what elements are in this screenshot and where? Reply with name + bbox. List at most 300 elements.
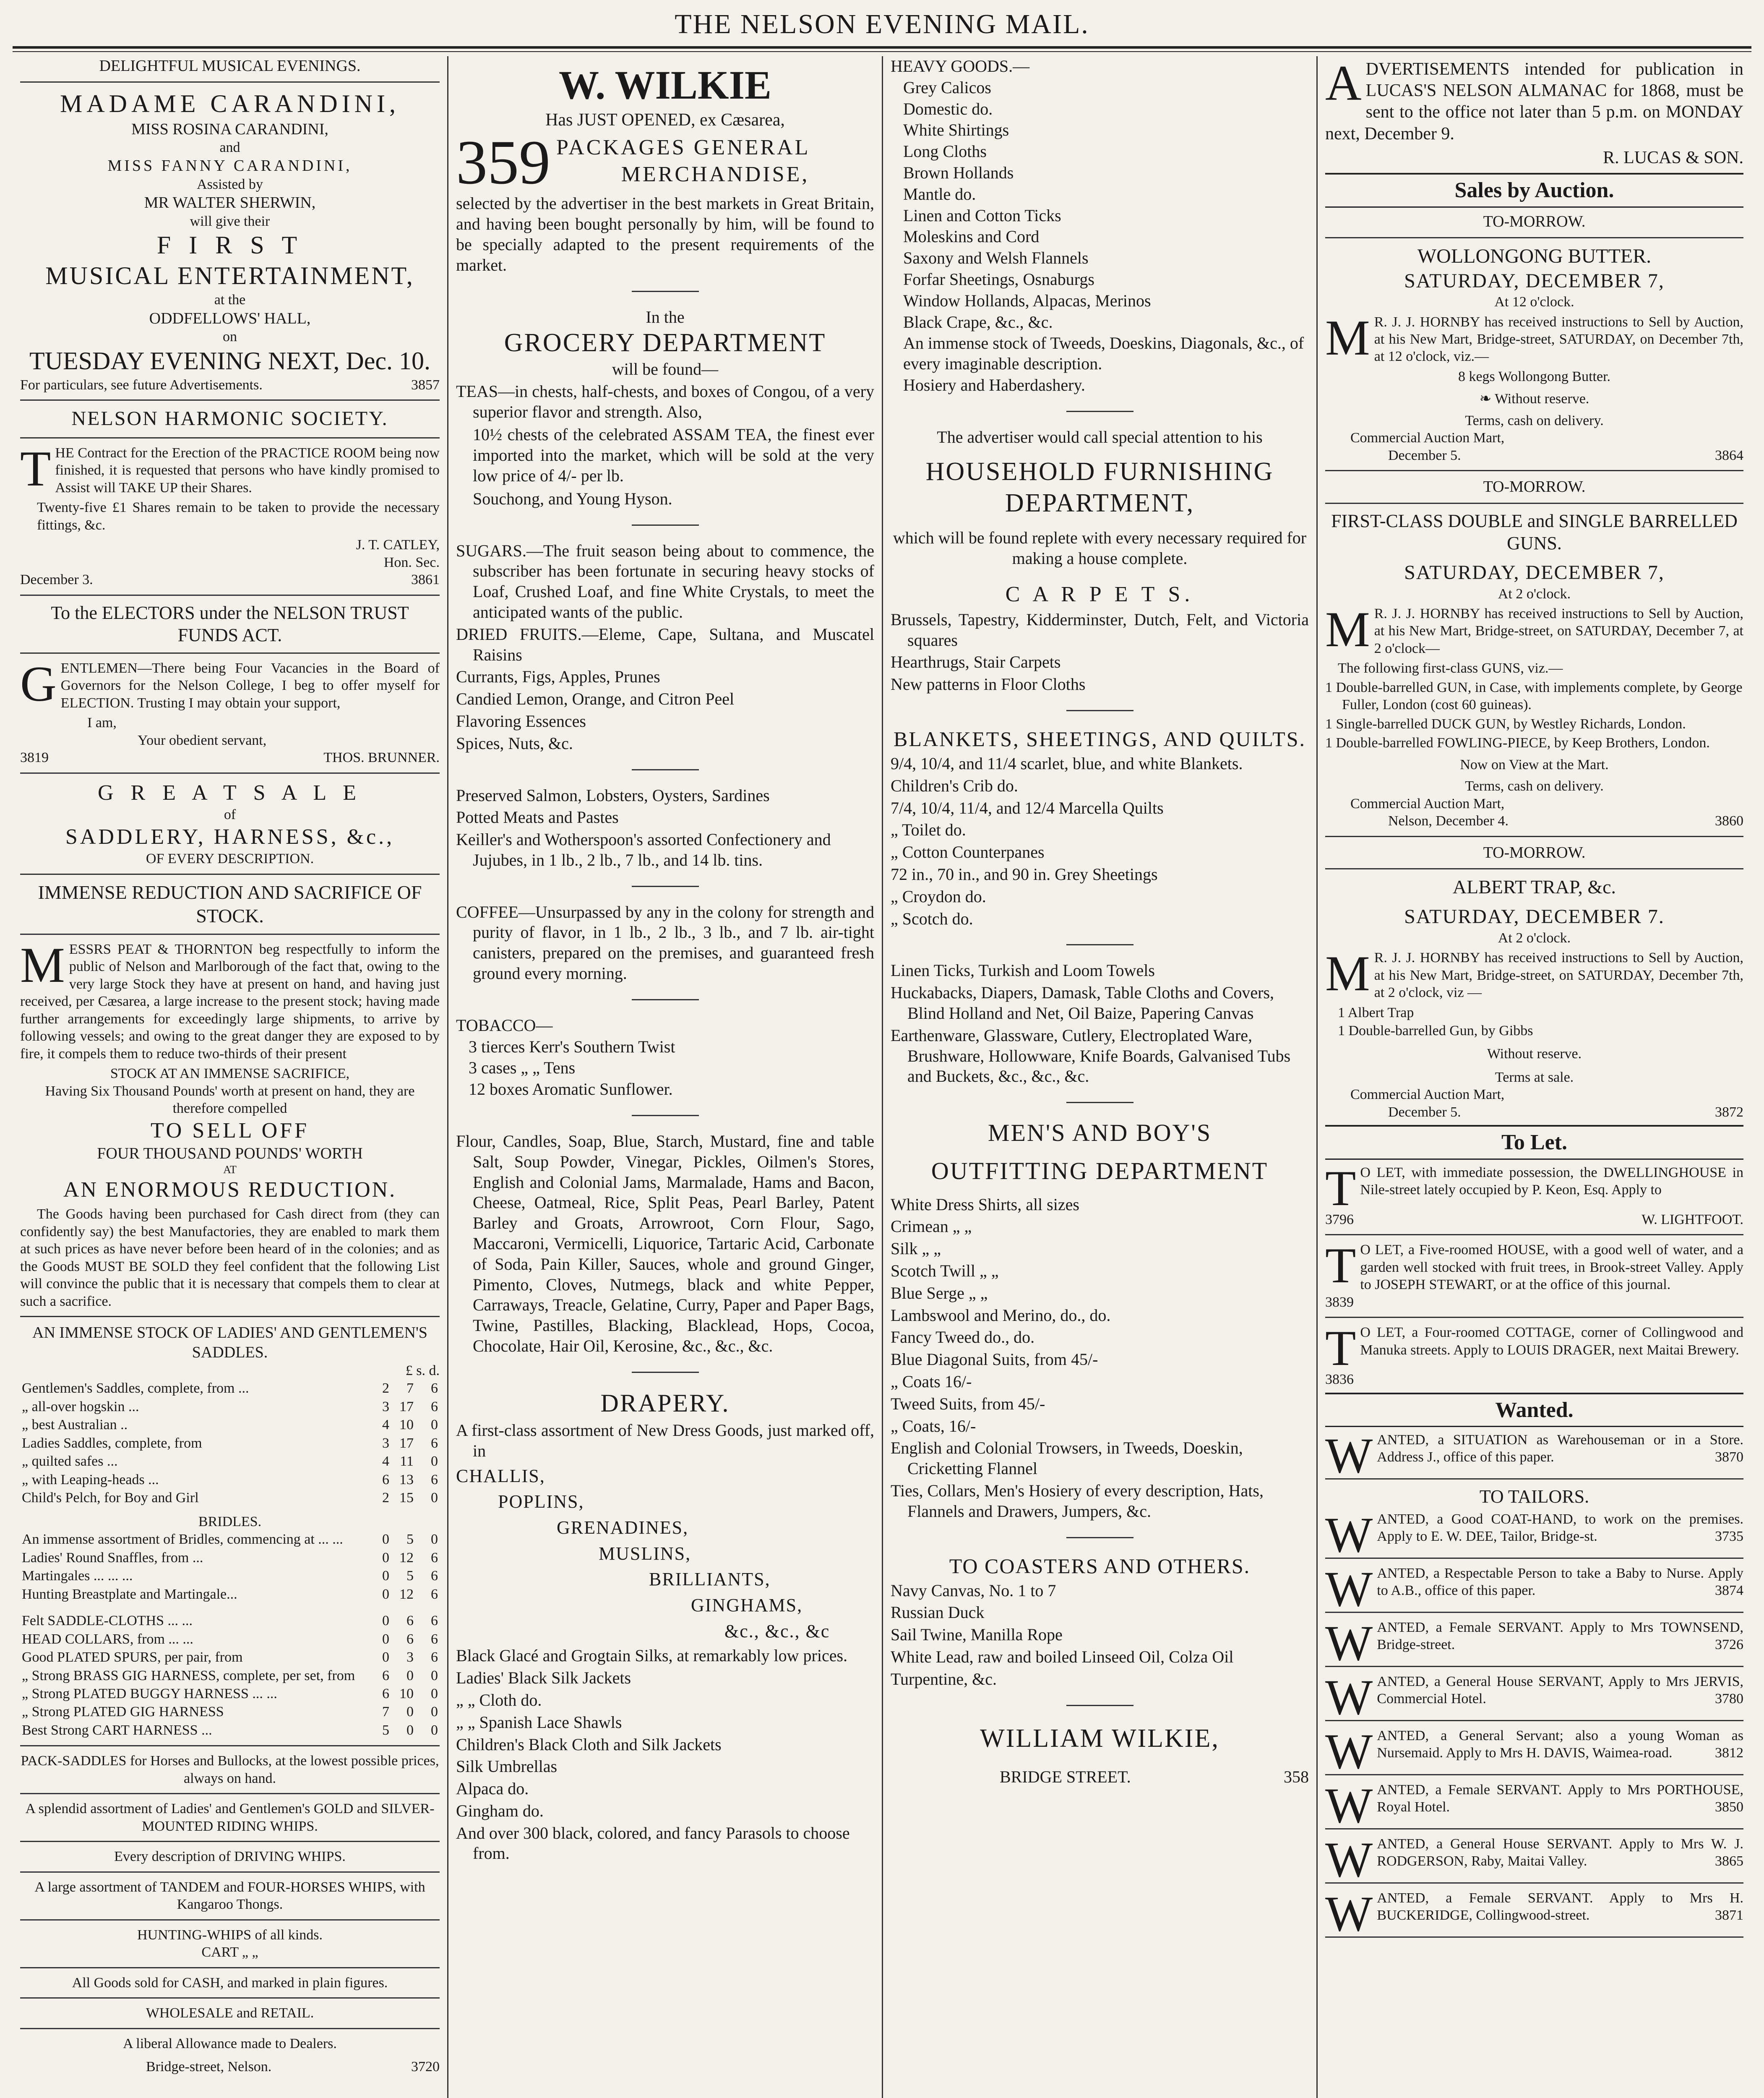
price-row xyxy=(20,1630,440,1648)
price-row xyxy=(20,1416,440,1434)
list-item: 1 Double-barrelled FOWLING-PIECE, by Keep Brothers, London. xyxy=(1325,735,1710,751)
ad-number: 3857 xyxy=(411,377,440,393)
price-pence: 0 xyxy=(431,1667,438,1683)
divider xyxy=(20,1793,440,1794)
ad-number: 3874 xyxy=(1715,1583,1743,1599)
drapery-intro: A first-class assortment of New Dress Goods, just marked off, in xyxy=(456,1421,874,1460)
price-item: „ Strong PLATED GIG HARNESS xyxy=(22,1704,224,1720)
columns xyxy=(13,56,1751,2098)
coaster-list xyxy=(891,1581,1309,1690)
divider xyxy=(632,1372,699,1373)
sale-addr: Bridge-street, Nelson. xyxy=(146,2059,272,2075)
ad-number: 3871 xyxy=(1715,1908,1743,1923)
drop-cap: M xyxy=(1325,945,1370,1002)
list-item: Fancy Tweed do., do. xyxy=(891,1328,1035,1347)
tolet-footer xyxy=(1325,1211,1743,1228)
list-item: Long Cloths xyxy=(903,142,987,161)
divider xyxy=(20,1967,440,1968)
ad-number: 3850 xyxy=(1715,1799,1743,1815)
tolet-footer xyxy=(1325,1371,1743,1388)
auction-mart: Commercial Auction Mart, xyxy=(1350,1087,1505,1103)
tolet-footer xyxy=(1325,1294,1743,1311)
list-item: Ladies' Black Silk Jackets xyxy=(456,1668,631,1688)
price-pounds: 0 xyxy=(382,1631,389,1647)
price-pounds: 0 xyxy=(382,1586,389,1602)
price-shillings: 17 xyxy=(399,1435,414,1451)
drop-cap: W xyxy=(1325,1615,1373,1671)
list-item: Brown Hollands xyxy=(903,163,1014,182)
drapery-heading: DRAPERY. xyxy=(600,1389,730,1417)
list-item: 9/4, 10/4, and 11/4 scarlet, blue, and white Blankets. xyxy=(891,754,1243,773)
packages-line1: PACKAGES GENERAL xyxy=(556,136,810,160)
price-pounds: 6 xyxy=(382,1667,389,1683)
list-item: Linen and Cotton Ticks xyxy=(903,206,1061,225)
price-shillings: 11 xyxy=(400,1453,414,1469)
ad-number: 3861 xyxy=(411,572,440,588)
list-item: „ Cotton Counterpanes xyxy=(891,843,1045,862)
blanket-list xyxy=(891,754,1309,929)
auction-time: At 2 o'clock. xyxy=(1498,586,1571,602)
divider xyxy=(20,1316,440,1317)
list-item: Flavoring Essences xyxy=(456,711,586,731)
heavy-goods-heading: HEAVY GOODS.— xyxy=(891,57,1030,76)
auction-date2: December 5. xyxy=(1388,1104,1461,1120)
attention: The advertiser would call special attention to his xyxy=(937,427,1263,446)
electors-l1: I am, xyxy=(87,715,117,731)
divider xyxy=(1325,1234,1743,1235)
carpet-text: Brussels, Tapestry, Kidderminster, Dutch, Felt, and Victoria squares xyxy=(891,610,1309,650)
linen-list xyxy=(891,960,1309,1087)
auction-reserve xyxy=(1325,390,1743,407)
auction-terms: Terms, cash on delivery. xyxy=(1465,412,1604,428)
coffee: COFFEE—Unsurpassed by any in the colony for strength and purity of flavor, in 1 lb., 2 lb., 3 lb., and 7 lb. air-tight canisters, prepared on the premises, and guaranteed fresh ground every morning. xyxy=(456,902,874,983)
divider xyxy=(632,999,699,1000)
list-item: Ties, Collars, Men's Hosiery of every description, Hats, Flannels and Drawers, Jumpers, &c. xyxy=(891,1481,1264,1521)
price-item: „ Strong BRASS GIG HARNESS, complete, per set, from xyxy=(22,1667,355,1683)
list-item: „ „ Spanish Lace Shawls xyxy=(456,1712,622,1732)
price-pounds: 6 xyxy=(382,1686,389,1701)
auction-footer xyxy=(1325,812,1743,830)
price-pence: 0 xyxy=(431,1722,438,1738)
sale-p3: Every description of DRIVING WHIPS. xyxy=(114,1849,346,1865)
list-item: Forfar Sheetings, Osnaburgs xyxy=(903,269,1094,289)
list-item: 3 tierces Kerr's Southern Twist xyxy=(469,1037,675,1056)
drop-cap: W xyxy=(1325,1506,1373,1563)
divider xyxy=(1325,1828,1743,1829)
drop-cap: W xyxy=(1325,1427,1373,1484)
bridles-head: BRIDLES. xyxy=(198,1513,262,1529)
price-pence: 6 xyxy=(431,1380,438,1396)
list-item: Lambswool and Merino, do., do. xyxy=(891,1305,1111,1325)
list-item: „ Croydon do. xyxy=(891,887,986,906)
auction-body-text: R. J. J. HORNBY has received instructions to Sell by Auction, at his New Mart, Bridge-street, SATURDAY, on December 7th, at 12 o'clock, viz.— xyxy=(1374,314,1743,365)
almanac-text: DVERTISEMENTS intended for publication in LUCAS'S NELSON ALMANAC for 1868, must be sent to the office not later than 5 p.m. on MONDAY next, December 9. xyxy=(1325,60,1743,144)
list-item: An immense stock of Tweeds, Doeskins, Diagonals, &c., of every imaginable description. xyxy=(903,334,1304,373)
ad-number: 3839 xyxy=(1325,1294,1354,1310)
sale-footer xyxy=(20,2058,440,2075)
wanted-text: ANTED, a SITUATION as Warehouseman or in a Store. Address J., office of this paper. xyxy=(1377,1432,1743,1465)
auction-trap xyxy=(1325,843,1743,1121)
list-item: New patterns in Floor Cloths xyxy=(891,675,1086,694)
harmonic-title: Hon. Sec. xyxy=(383,554,440,570)
price-row xyxy=(20,1434,440,1452)
wilkie-intro: selected by the advertiser in the best markets in Great Britain, and having been bought personally by him, will be found to be specially adapted to the present requirements of the market. xyxy=(456,194,874,274)
divider xyxy=(1066,411,1133,412)
list-item: Hosiery and Haberdashery. xyxy=(903,375,1085,394)
auction-date: SATURDAY, DECEMBER 7, xyxy=(1404,561,1665,584)
list-item: Black Glacé and Grogtain Silks, at remarkably low prices. xyxy=(456,1646,848,1665)
drop-cap: T xyxy=(1325,1320,1356,1376)
divider xyxy=(20,1997,440,1999)
concert-line: Assisted by xyxy=(197,176,263,192)
divider xyxy=(1325,1882,1743,1884)
price-pounds: 4 xyxy=(382,1417,389,1433)
price-shillings: 0 xyxy=(406,1722,414,1738)
fabric-item: BRILLIANTS, xyxy=(649,1569,771,1590)
price-pence: 0 xyxy=(431,1453,438,1469)
price-pence: 0 xyxy=(431,1686,438,1701)
auction-item: 8 kegs Wollongong Butter. xyxy=(1458,368,1611,384)
wanted-section-heading: Wanted. xyxy=(1325,1393,1743,1427)
list-item: „ Coats, 16/- xyxy=(891,1416,976,1435)
price-pence: 6 xyxy=(431,1550,438,1566)
electors-body xyxy=(20,656,440,712)
divider xyxy=(1066,710,1133,711)
price-item: Ladies' Round Snaffles, from ... xyxy=(22,1550,203,1566)
harmonic-body2: Twenty-five £1 Shares remain to be taken to provide the necessary fittings, &c. xyxy=(37,500,440,533)
divider xyxy=(1066,1705,1133,1706)
list-item: 1 Double-barrelled Gun, by Gibbs xyxy=(1338,1023,1533,1039)
wanted-text: ANTED, a Female SERVANT. Apply to Mrs TOWNSEND, Bridge-street. xyxy=(1377,1619,1743,1653)
price-shillings: 5 xyxy=(406,1568,414,1584)
divider xyxy=(632,1115,699,1116)
wanted-text: ANTED, a General House SERVANT, Apply to Mrs JERVIS, Commercial Hotel. xyxy=(1377,1673,1743,1707)
auction-terms: Terms at sale. xyxy=(1495,1069,1574,1085)
auction-butter xyxy=(1325,212,1743,464)
sale-p2: A splendid assortment of Ladies' and Gentlemen's GOLD and SILVER-MOUNTED RIDING WHIPS. xyxy=(25,1801,435,1834)
price-pence: 0 xyxy=(431,1490,438,1506)
list-item: Gingham do. xyxy=(456,1801,544,1820)
sugars: SUGARS.—The fruit season being about to commence, the subscriber has been fortunate in securing heavy stocks of Loaf, Crushed Loaf, and fine White Crystals, to meet the anticipated wants of the public. xyxy=(456,541,874,621)
sale-p9: A liberal Allowance made to Dealers. xyxy=(123,2035,337,2051)
list-item: Silk Umbrellas xyxy=(456,1757,558,1776)
guns-list xyxy=(1325,679,1743,752)
tolet-text: O LET, with immediate possession, the DWELLINGHOUSE in Nile-street lately occupied by P. Keon, Esq. Apply to xyxy=(1360,1164,1743,1198)
fabric-item: CHALLIS, xyxy=(456,1465,545,1486)
auction-body xyxy=(1325,945,1743,1002)
wanted-text: ANTED, a Respectable Person to take a Baby to Nurse. Apply to A.B., office of this paper. xyxy=(1377,1565,1743,1599)
in-the: In the xyxy=(646,307,685,326)
price-row xyxy=(20,1567,440,1585)
price-item: Felt SADDLE-CLOTHS ... ... xyxy=(22,1613,193,1629)
list-item: 3 cases „ „ Tens xyxy=(469,1058,576,1078)
price-shillings: 13 xyxy=(399,1472,414,1487)
list-item: 12 boxes Aromatic Sunflower. xyxy=(469,1080,673,1099)
dried-list xyxy=(456,667,874,754)
price-shillings: 10 xyxy=(399,1686,414,1701)
price-pence: 6 xyxy=(431,1435,438,1451)
price-shillings: 12 xyxy=(399,1586,414,1602)
drop-cap: W xyxy=(1325,1831,1373,1887)
ad-number: 3819 xyxy=(20,750,49,766)
wilkie-name: W. WILKIE xyxy=(559,63,771,107)
stock-head: AN IMMENSE STOCK OF LADIES' AND GENTLEMEN'S SADDLES. xyxy=(32,1324,427,1361)
concert-line: MADAME CARANDINI, xyxy=(60,90,400,118)
divider xyxy=(20,399,440,401)
auction-body-text: R. J. J. HORNBY has received instructions to Sell by Auction, at his New Mart, Bridge-street, on SATURDAY, December 7th, at 2 o'clock, viz — xyxy=(1374,950,1743,1001)
price-shillings: 17 xyxy=(399,1399,414,1414)
sale-s2: Having Six Thousand Pounds' worth at present on hand, they are therefore compelled xyxy=(45,1083,415,1117)
household-heading-1: HOUSEHOLD FURNISHING xyxy=(925,457,1274,486)
drop-cap: G xyxy=(20,656,57,712)
list-item: Children's Black Cloth and Silk Jackets xyxy=(456,1735,722,1754)
price-pounds: 3 xyxy=(382,1435,389,1451)
divider xyxy=(632,524,699,526)
dried-fruits: DRIED FRUITS.—Eleme, Cape, Sultana, and Muscatel Raisins xyxy=(456,624,874,664)
household-heading-2: DEPARTMENT, xyxy=(1005,489,1195,518)
tolet-ad xyxy=(1325,1160,1743,1228)
price-row xyxy=(20,1648,440,1666)
grocery-found: will be found— xyxy=(612,359,719,378)
concert-footer xyxy=(20,376,440,394)
price-pounds: 0 xyxy=(382,1649,389,1665)
price-pounds: 2 xyxy=(382,1380,389,1396)
tailors-heading: TO TAILORS. xyxy=(1479,1486,1589,1507)
auction-view: Now on View at the Mart. xyxy=(1460,757,1609,772)
price-item: „ Strong PLATED BUGGY HARNESS ... ... xyxy=(22,1686,277,1701)
electors-body-text: ENTLEMEN—There being Four Vacancies in the Board of Governors for the Nelson College, I beg to offer myself for ELECTION. Trusting I may obtain your support, xyxy=(60,660,440,711)
price-shillings: 5 xyxy=(406,1532,414,1547)
sale-h4: OF EVERY DESCRIPTION. xyxy=(146,851,314,867)
price-shillings: 0 xyxy=(406,1704,414,1720)
harmonic-footer xyxy=(20,571,440,588)
ad-number: 3864 xyxy=(1715,447,1743,463)
auction-date: SATURDAY, DECEMBER 7. xyxy=(1404,905,1665,928)
list-item: Hearthrugs, Stair Carpets xyxy=(891,652,1061,672)
list-item: Sail Twine, Manilla Rope xyxy=(891,1625,1063,1644)
divider xyxy=(20,772,440,774)
list-item: Silk „ „ xyxy=(891,1239,941,1258)
list-item: 1 Albert Trap xyxy=(1338,1005,1414,1020)
list-item: Blue Serge „ „ xyxy=(891,1283,988,1302)
price-pence: 6 xyxy=(431,1586,438,1602)
sale-h2: of xyxy=(224,807,236,823)
wanted-ad xyxy=(1325,1777,1743,1833)
price-row xyxy=(20,1489,440,1507)
divider xyxy=(1325,1666,1743,1667)
divider xyxy=(1325,868,1743,869)
blankets-heading: BLANKETS, SHEETINGS, AND QUILTS. xyxy=(893,727,1306,751)
list-item: „ Scotch do. xyxy=(891,909,973,928)
drop-cap: A xyxy=(1325,56,1362,111)
flour-list: Flour, Candles, Soap, Blue, Starch, Mustard, fine and table Salt, Soup Powder, Vinegar, Pickles, Oilmen's Stores, English and Colonial Jams, Marmalade, Hams and Bacon, Cheese, Oatmeal, Rice, Split Peas, Pearl Barley, Patent Barley and Groats, Arrowroot, Corn Flour, Sago, Maccaroni, Vermicelli, Liquorice, Tartaric Acid, Carbonate of Soda, Pain Killer, Sauces, whole and ground Ginger, Pimento, Cloves, Nutmegs, black and white Pepper, Carraways, Treacle, Gelatine, Curry, Paper and Paper Bags, Twine, Pastilles, Blacking, Blacklead, Hops, Cocoa, Chocolate, Hair Oil, Kerosine, &c., &c., &c. xyxy=(456,1132,874,1356)
sale-p5: HUNTING-WHIPS of all kinds. xyxy=(137,1927,323,1943)
divider xyxy=(1325,1774,1743,1775)
price-row xyxy=(20,1721,440,1739)
list-item: 72 in., 70 in., and 90 in. Grey Sheetings xyxy=(891,865,1158,884)
price-item: „ all-over hogskin ... xyxy=(22,1399,139,1414)
tolet-text: O LET, a Four-roomed COTTAGE, corner of Collingwood and Manuka streets. Apply to LOUIS DRAGER, next Maitai Brewery. xyxy=(1360,1325,1743,1358)
bridles-table xyxy=(20,1530,440,1603)
list-item: Mantle do. xyxy=(903,184,976,204)
sale-body2: The Goods having been purchased for Cash direct from (they can confidently say) the best Manufactories, they are enabled to mark them at such prices as have never before been heard of in the colonies; and as the Goods MUST BE SOLD they feel confident that the following List will convince the public that it is necessary that compels them to clear at such a sacrifice. xyxy=(20,1206,440,1309)
auction-body-text: R. J. J. HORNBY has received instructions to Sell by Auction, at his New Mart, Bridge-street, on SATURDAY, December 7, at 2 o'clock— xyxy=(1374,606,1743,656)
concert-line: ODDFELLOWS' HALL, xyxy=(149,309,311,327)
wanted-ad xyxy=(1325,1427,1743,1484)
price-shillings: 15 xyxy=(399,1490,414,1506)
ad-number: 3865 xyxy=(1715,1853,1743,1869)
list-item: Preserved Salmon, Lobsters, Oysters, Sardines xyxy=(456,785,770,805)
drop-cap: W xyxy=(1325,1777,1373,1833)
list-item: Crimean „ „ xyxy=(891,1217,972,1236)
price-item: Gentlemen's Saddles, complete, from ... xyxy=(22,1380,249,1396)
saddlery-ad xyxy=(20,780,440,2076)
tolet-text: O LET, a Five-roomed HOUSE, with a good well of water, and a garden well stocked with fruit trees, in Brook-street Valley. Apply to JOSEPH STEWART, or at the office of this journal. xyxy=(1360,1242,1743,1293)
electors-footer xyxy=(20,749,440,766)
drop-cap: T xyxy=(20,440,51,496)
price-row xyxy=(20,1452,440,1470)
mens-heading-2: OUTFITTING DEPARTMENT xyxy=(931,1157,1269,1185)
sale-s3: TO SELL OFF xyxy=(150,1118,310,1143)
price-pence: 0 xyxy=(431,1417,438,1433)
tolet-sign: W. LIGHTFOOT. xyxy=(1642,1211,1743,1227)
harmonic-sign: J. T. CATLEY, xyxy=(356,537,440,553)
list-item: Turpentine, &c. xyxy=(891,1669,997,1688)
wilkie-street: BRIDGE STREET. xyxy=(1000,1767,1131,1787)
drop-cap: W xyxy=(1325,1885,1373,1941)
auction-intro: The following first-class GUNS, viz.— xyxy=(1338,660,1563,676)
price-pence: 0 xyxy=(431,1532,438,1547)
wilkie-opened: Has JUST OPENED, ex Cæsarea, xyxy=(545,110,785,130)
carpet-list xyxy=(891,652,1309,695)
price-row xyxy=(20,1612,440,1630)
coasters-heading: TO COASTERS AND OTHERS. xyxy=(949,1554,1251,1578)
price-pence: 0 xyxy=(431,1704,438,1720)
auction-date2: Nelson, December 4. xyxy=(1388,813,1509,829)
concert-line: TUESDAY EVENING NEXT, Dec. 10. xyxy=(29,347,430,375)
ad-number: 3836 xyxy=(1325,1372,1354,1388)
divider xyxy=(632,769,699,770)
concert-line: and xyxy=(219,139,240,155)
divider xyxy=(20,1871,440,1873)
price-pence: 6 xyxy=(431,1613,438,1629)
wanted-ad xyxy=(1325,1885,1743,1941)
price-shillings: 6 xyxy=(406,1613,414,1629)
concert-ad xyxy=(20,56,440,394)
wanted-text: ANTED, a General House SERVANT. Apply to Mrs W. J. RODGERSON, Raby, Maitai Valley. xyxy=(1377,1836,1743,1869)
harmonic-body xyxy=(20,440,440,496)
price-pounds: 4 xyxy=(382,1453,389,1469)
sale-s6: AN ENORMOUS REDUCTION. xyxy=(63,1178,397,1202)
mens-list xyxy=(891,1195,1309,1522)
divider xyxy=(20,1919,440,1921)
harmonic-date: December 3. xyxy=(20,572,93,588)
price-item: Martingales ... ... ... xyxy=(22,1568,133,1584)
harmonic-ad xyxy=(20,407,440,588)
price-row xyxy=(20,1549,440,1567)
wanted-ad xyxy=(1325,1723,1743,1779)
list-item: English and Colonial Trowsers, in Tweeds, Doeskin, Cricketting Flannel xyxy=(891,1438,1243,1478)
list-item: 1 Single-barrelled DUCK GUN, by Westley Richards, London. xyxy=(1325,716,1686,732)
auction-footer xyxy=(1325,447,1743,464)
list-item: Blue Diagonal Suits, from 45/- xyxy=(891,1350,1098,1369)
wanted-ad xyxy=(1325,1560,1743,1617)
tolet-section-heading: To Let. xyxy=(1325,1125,1743,1159)
price-item: HEAD COLLARS, from ... ... xyxy=(22,1631,193,1647)
price-shillings: 3 xyxy=(406,1649,414,1665)
divider xyxy=(1325,1612,1743,1613)
list-item: Russian Duck xyxy=(891,1603,985,1622)
ad-number: 3780 xyxy=(1715,1691,1743,1707)
auction-time: At 12 o'clock. xyxy=(1494,294,1574,310)
drop-cap: T xyxy=(1325,1237,1356,1294)
misc-table xyxy=(20,1612,440,1739)
sale-s5: AT xyxy=(223,1164,237,1176)
price-shillings: 7 xyxy=(406,1380,414,1396)
spacer xyxy=(20,1603,440,1612)
auction-tomorrow: TO-MORROW. xyxy=(1483,212,1586,230)
price-pounds: 6 xyxy=(382,1472,389,1487)
list-item: Scotch Twill „ „ xyxy=(891,1261,999,1281)
fabrics-list xyxy=(456,1465,874,1643)
preserved-list xyxy=(456,785,874,871)
list-item: Saxony and Welsh Flannels xyxy=(903,248,1089,268)
price-pounds: 0 xyxy=(382,1568,389,1584)
ad-number: 3726 xyxy=(1715,1637,1743,1653)
masthead: THE NELSON EVENING MAIL. xyxy=(675,9,1089,39)
ad-number: 3812 xyxy=(1715,1745,1743,1761)
wanted-text: ANTED, a Good COAT-HAND, to work on the premises. Apply to E. W. DEE, Tailor, Bridge-st. xyxy=(1377,1511,1743,1545)
currency-header: £ s. d. xyxy=(405,1363,440,1379)
price-item: An immense assortment of Bridles, commencing at ... ... xyxy=(22,1532,343,1547)
price-pence: 6 xyxy=(431,1472,438,1487)
list-item: White Dress Shirts, all sizes xyxy=(891,1195,1079,1214)
ad-number: 3860 xyxy=(1715,813,1743,829)
wanted-ad xyxy=(1325,1615,1743,1671)
souchong: Souchong, and Young Hyson. xyxy=(473,489,672,508)
price-row xyxy=(20,1667,440,1685)
wilkie-footer xyxy=(891,1767,1309,1787)
divider xyxy=(1325,1478,1743,1480)
sale-h1: G R E A T S A L E xyxy=(97,780,362,805)
grocery-heading: GROCERY DEPARTMENT xyxy=(504,329,826,357)
price-row xyxy=(20,1703,440,1721)
wanted-text: ANTED, a Female SERVANT. Apply to Mrs H. BUCKERIDGE, Collingwood-street. xyxy=(1377,1890,1743,1923)
divider xyxy=(1325,1720,1743,1721)
trap-list xyxy=(1325,1004,1743,1040)
price-row xyxy=(20,1398,440,1416)
auction-title: WOLLONGONG BUTTER. xyxy=(1417,245,1652,267)
wilkie-signature: WILLIAM WILKIE, xyxy=(980,1724,1219,1753)
sale-p1: PACK-SADDLES for Horses and Bullocks, at the lowest possible prices, always on hand. xyxy=(21,1753,439,1786)
sale-body-text: ESSRS PEAT & THORNTON beg respectfully to inform the public of Nelson and Marlborough of the fact that, owing to the very large Stock they have at present on hand, and having just received, per Cæsarea, a large increase to the present stock; having made further arrangements for exceedingly large shipments, to arrive by following vessels; and owing to the great danger they are exposed to by fire, it compels them to reduce two-thirds of their present xyxy=(20,941,440,1062)
ad-number: 358 xyxy=(1284,1767,1309,1787)
drop-cap: T xyxy=(1325,1160,1356,1216)
divider xyxy=(20,934,440,935)
concert-line: MISS ROSINA CARANDINI, xyxy=(131,120,328,138)
price-item: „ quilted safes ... xyxy=(22,1453,118,1469)
harmonic-heading: NELSON HARMONIC SOCIETY. xyxy=(71,407,388,430)
concert-line: at the xyxy=(214,292,246,308)
divider xyxy=(1325,237,1743,238)
auction-guns xyxy=(1325,477,1743,830)
list-item: Grey Calicos xyxy=(903,78,991,97)
wanted-text: ANTED, a Female SERVANT. Apply to Mrs PORTHOUSE, Royal Hotel. xyxy=(1377,1782,1743,1815)
price-shillings: 0 xyxy=(406,1667,414,1683)
auction-tomorrow: TO-MORROW. xyxy=(1483,843,1586,861)
price-shillings: 10 xyxy=(399,1417,414,1433)
packages-block xyxy=(456,134,874,191)
